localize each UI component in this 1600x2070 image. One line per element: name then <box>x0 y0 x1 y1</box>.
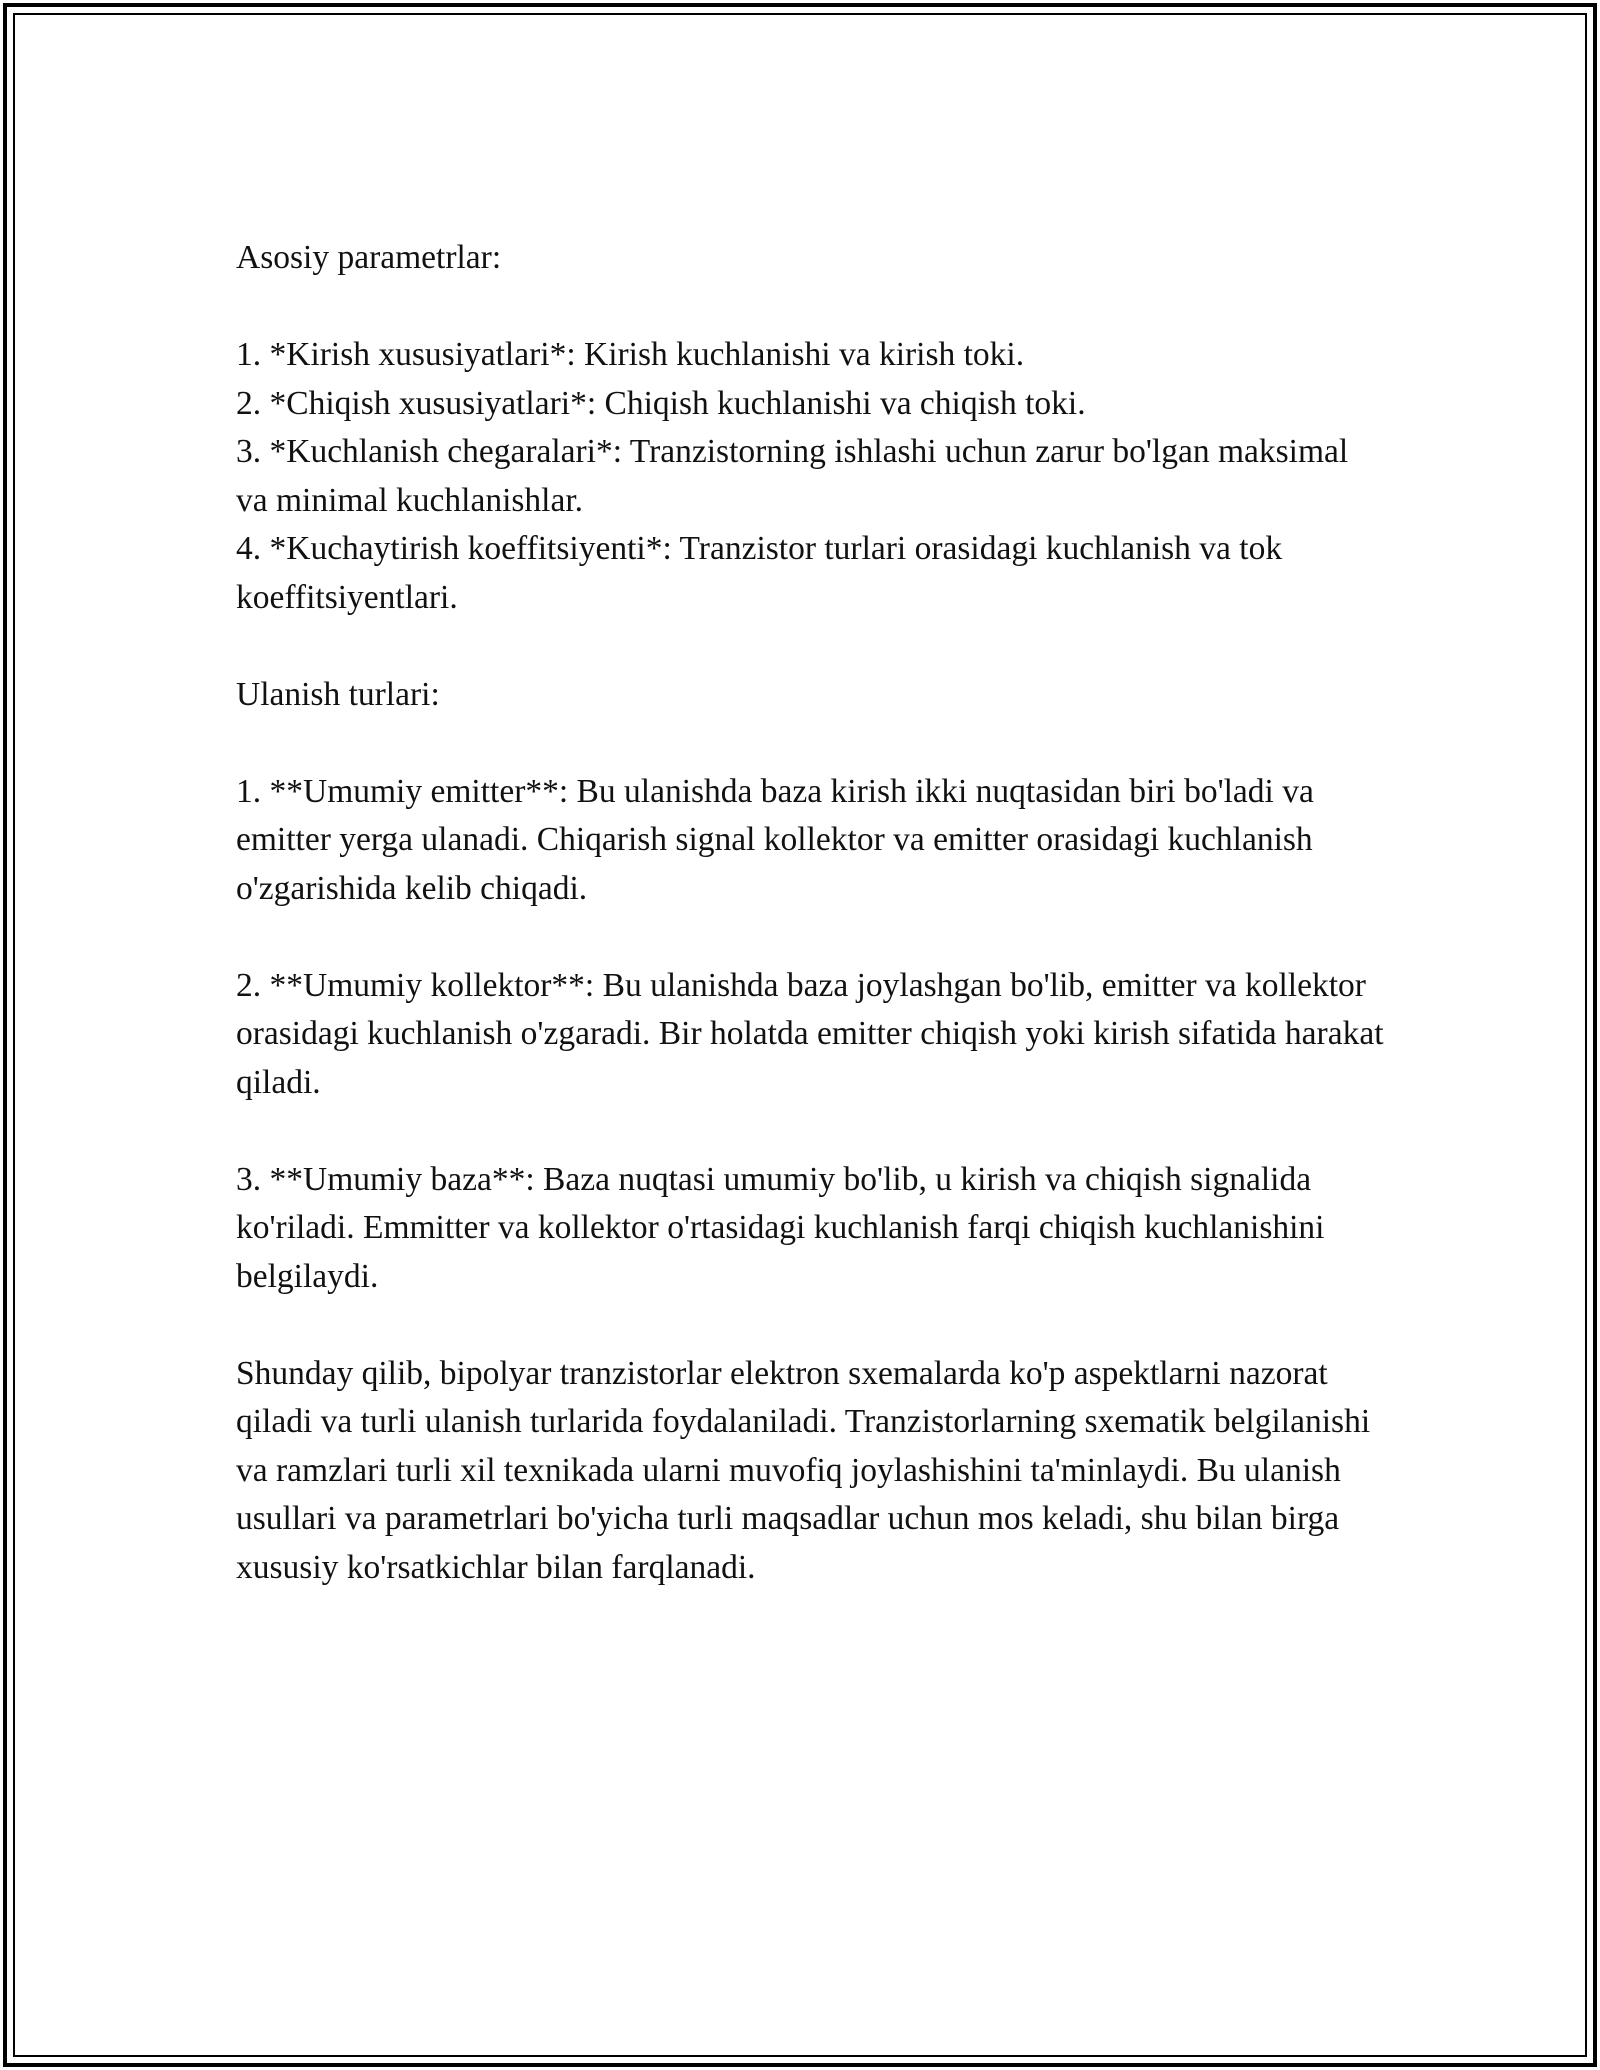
paragraph-conclusion: Shunday qilib, bipolyar tranzistorlar elektron sxemalarda ko'p aspektlarni nazorat qiladi va turli ulanish turlarida foydalaniladi. Tranzistorlarning sxematik belgilanishi va ramzlari turli xil texnikada ularni muvofiq joylashishini ta'minlaydi. Bu ulanish usullari va parametrlari bo'yicha turli maqsadlar uchun mos keladi, shu bilan birga xususiy ko'rsatkichlar bilan farqlanadi. <box>236 1354 1371 1586</box>
spacer <box>236 622 1386 671</box>
section-heading-connection-types: Ulanish turlari: <box>236 675 440 713</box>
list-item-parameter-4: 4. *Kuchaytirish koeffitsiyenti*: Tranzistor turlari orasidagi kuchlanish va tok koeffitsiyentlari. <box>236 530 1283 616</box>
spacer <box>236 1107 1386 1156</box>
document-body <box>236 234 1386 1592</box>
paragraph-common-collector: 2. **Umumiy kollektor**: Bu ulanishda baza joylashgan bo'lib, emitter va kollektor orasidagi kuchlanish o'zgaradi. Bir holatda emitter chiqish yoki kirish sifatida harakat qiladi. <box>236 966 1384 1101</box>
list-item-parameter-3: 3. *Kuchlanish chegaralari*: Tranzistorning ishlashi uchun zarur bo'lgan maksimal va minimal kuchlanishlar. <box>236 433 1349 519</box>
spacer <box>236 283 1386 332</box>
spacer <box>236 1301 1386 1350</box>
paragraph-common-emitter: 1. **Umumiy emitter**: Bu ulanishda baza kirish ikki nuqtasidan biri bo'ladi va emitter yerga ulanadi. Chiqarish signal kollektor va emitter orasidagi kuchlanish o'zgarishida kelib chiqadi. <box>236 772 1314 907</box>
list-item-parameter-1: 1. *Kirish xususiyatlari*: Kirish kuchlanishi va kirish toki. <box>236 336 1025 373</box>
spacer <box>236 913 1386 962</box>
section-heading-parameters: Asosiy parametrlar: <box>236 239 502 276</box>
spacer <box>236 719 1386 768</box>
paragraph-common-base: 3. **Umumiy baza**: Baza nuqtasi umumiy bo'lib, u kirish va chiqish signalida ko'riladi. Emmitter va kollektor o'rtasidagi kuchlanish farqi chiqish kuchlanishini belgilaydi. <box>236 1160 1325 1295</box>
list-item-parameter-2: 2. *Chiqish xususiyatlari*: Chiqish kuchlanishi va chiqish toki. <box>236 384 1086 422</box>
